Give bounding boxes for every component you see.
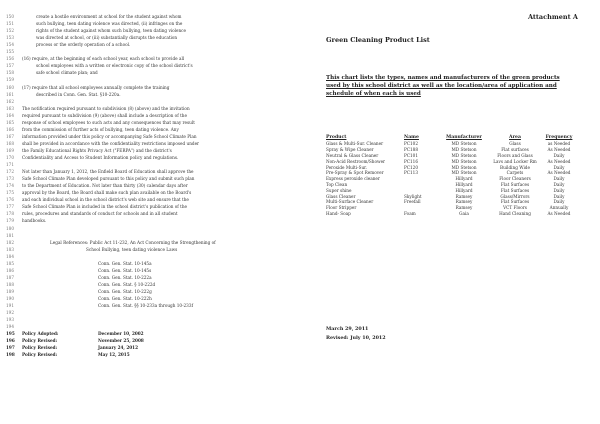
line-number: 157 — [6, 63, 14, 69]
area-cell: Flat Surfaces — [500, 187, 530, 193]
frequency-cell: Daily — [553, 164, 565, 170]
line-text: Legal References: Public Act 11-232, An Act Concerning the Strengthening of — [50, 239, 216, 245]
line-text: such bullying, teen dating violence was directed, (ii) infringes on the — [36, 21, 183, 27]
product-cell: Express peroxide cleaner — [326, 176, 380, 182]
manufacturer-cell: MD Stetson — [451, 147, 477, 153]
line-number: 182 — [6, 239, 14, 245]
manufacturer-cell: Hillyard — [455, 181, 473, 187]
header-frequency: Frequency — [545, 135, 573, 140]
line-text: the Family Educational Rights Privacy Act ("FERPA") and the district's — [22, 147, 172, 153]
line-number: 186 — [6, 267, 14, 273]
policy-label: Policy Adopted: — [22, 331, 59, 337]
line-text: handbooks. — [22, 218, 47, 224]
intro-paragraph: This chart lists the types, names and manufacturers of the green products used by this school district as well as the location/area of application and schedule of when each is used — [326, 75, 560, 97]
frequency-cell: Daily — [553, 176, 565, 182]
line-text: Confidentiality and Access to Student Information policy and regulations. — [22, 155, 179, 160]
manufacturer-cell: Ramsey — [455, 199, 473, 205]
line-text: rights of the student against whom such bullying, teen dating violence — [36, 28, 187, 34]
line-number: 162 — [6, 98, 14, 104]
line-text: information provided under this policy or accompanying Safe School Climate Plan — [22, 133, 197, 139]
line-number: 167 — [6, 133, 14, 139]
manufacturer-cell: MD Stetson — [451, 141, 477, 147]
name-cell: Foam — [404, 210, 416, 216]
line-number: 196 — [6, 338, 15, 344]
area-cell: Carpets — [506, 170, 524, 176]
product-cell: Floor Stripper — [326, 205, 357, 211]
line-number: 192 — [6, 310, 14, 316]
line-number: 168 — [6, 140, 14, 146]
line-text: Conn. Gen. Stat. §§ 10-233a through 10-233f — [98, 303, 194, 309]
manufacturer-cell: MD Stetson — [451, 170, 477, 176]
area-cell: Building Wide — [500, 164, 530, 170]
line-number: 193 — [6, 317, 14, 323]
line-number: 184 — [6, 253, 14, 259]
area-cell: Glass/Mirrors — [500, 193, 530, 199]
product-table — [326, 134, 578, 216]
line-number: 156 — [6, 56, 14, 62]
line-number: 150 — [6, 14, 14, 19]
line-text: to the Department of Education. Not later than thirty (30) calendar days after — [22, 183, 188, 189]
line-number: 155 — [6, 49, 14, 55]
product-cell: Non-Acid Restroom/Shower — [326, 158, 386, 164]
product-cell: Glass & Multi-Sur. Cleaner — [326, 141, 384, 147]
policy-date: December 10, 2002 — [98, 331, 144, 337]
line-number: 171 — [6, 162, 14, 168]
line-number: 177 — [6, 204, 14, 210]
name-cell: PC102 — [404, 141, 419, 147]
line-text: shall be provided in accordance with the confidentiality restrictions imposed under — [22, 140, 200, 146]
line-text: described in Conn. Gen. Stat. §10-220a. — [36, 91, 121, 97]
line-text: was directed at school, or (iii) substantially disrupts the education — [36, 35, 178, 41]
line-number: 161 — [6, 91, 14, 97]
line-text: (16) require, at the beginning of each school year, each school to provide all — [22, 56, 185, 62]
line-number: 179 — [6, 218, 14, 224]
line-number: 185 — [6, 260, 14, 266]
line-number: 160 — [6, 84, 14, 90]
attachment-label: Attachment A — [528, 13, 578, 21]
line-number: 164 — [6, 112, 14, 118]
manufacturer-cell: MD Stetson — [451, 152, 477, 158]
name-cell: PC116 — [404, 158, 419, 164]
frequency-cell: Daily — [553, 152, 565, 158]
line-number: 175 — [6, 190, 14, 196]
product-cell: Hand- Soap — [326, 210, 351, 216]
line-number: 195 — [6, 331, 15, 337]
manufacturer-cell: Hillyard — [455, 176, 473, 182]
line-text: create a hostile environment at school for the student against whom — [36, 14, 182, 19]
line-number: 189 — [6, 288, 14, 294]
line-text: safe school climate plan; and — [36, 70, 98, 76]
area-cell: VCT Floors — [503, 205, 527, 211]
product-cell: Pre-Spray & Spot Remover — [326, 170, 384, 176]
page-title: Green Cleaning Product List — [326, 36, 430, 44]
line-text: Safe School Climate Plan is included in the school district's publication of the — [22, 204, 187, 210]
line-number: 178 — [6, 211, 14, 217]
manufacturer-cell: Ramsey — [455, 193, 473, 199]
area-cell: Hand Cleaning — [499, 210, 531, 216]
area-cell: Flat Surfaces — [500, 181, 530, 187]
name-cell: Skylight — [404, 193, 422, 199]
area-cell: Glass — [509, 141, 521, 147]
frequency-cell: As Needed — [547, 158, 571, 164]
policy-label: Policy Revised: — [22, 352, 58, 358]
policy-label: Policy Revised: — [22, 345, 58, 351]
frequency-cell: Daily — [553, 187, 565, 193]
area-cell: Flat surfaces — [501, 147, 529, 153]
line-number: 163 — [6, 105, 14, 111]
line-number: 165 — [6, 119, 14, 125]
line-text: approval by the Board, the Board shall make such plan available on the Board's — [22, 190, 192, 196]
line-number: 166 — [6, 126, 14, 132]
line-text: Conn. Gen. Stat. 10-145a — [98, 260, 152, 266]
area-cell: Floor Cleaners — [499, 176, 531, 182]
line-number: 153 — [6, 35, 14, 41]
line-text: required pursuant to subdivision (9) (above) shall include a description of the — [22, 112, 187, 118]
line-number: 188 — [6, 281, 14, 287]
line-text: Conn. Gen. Stat. 10-222a — [98, 274, 152, 280]
manufacturer-cell: MD Stetson — [451, 158, 477, 164]
table-header-row — [326, 134, 578, 141]
area-cell: Floors and Glass — [497, 152, 533, 158]
header-area: Area — [509, 135, 521, 140]
frequency-cell: Daily — [553, 199, 565, 205]
date-created: March 29, 2011 — [326, 326, 369, 332]
product-cell: Top Clean — [326, 181, 348, 187]
line-text: school employees with a written or electronic copy of the school district's — [36, 63, 193, 69]
line-text: School Bullying, teen dating violence Laws — [86, 246, 178, 252]
line-text: and each individual school in the school district's web site and ensure that the — [22, 197, 189, 203]
line-text: rules, procedures and standards of conduct for schools and in all student — [22, 211, 178, 217]
name-cell: PC113 — [404, 170, 419, 176]
line-text: The notification required pursuant to subdivision (8) (above) and the invitation — [22, 105, 190, 111]
line-text: Conn. Gen. Stat. 10-222g — [98, 288, 152, 294]
policy-date: November 25, 2008 — [98, 338, 144, 344]
frequency-cell: As Needed — [547, 147, 571, 153]
line-number: 181 — [6, 232, 14, 238]
frequency-cell: Daily — [553, 181, 565, 187]
line-number: 158 — [6, 70, 14, 76]
line-number: 194 — [6, 324, 14, 330]
name-cell: Freefall — [404, 199, 421, 205]
line-number: 183 — [6, 246, 14, 252]
product-cell: Neutral & Glass Cleaner — [326, 152, 379, 158]
name-cell: PC188 — [404, 147, 419, 153]
frequency-cell: as Needed — [547, 141, 571, 147]
line-number: 180 — [6, 225, 14, 231]
frequency-cell: Daily — [553, 193, 565, 199]
header-name: Name — [404, 135, 419, 140]
line-number: 173 — [6, 176, 14, 182]
line-text: Conn. Gen. Stat. 10-145s — [98, 267, 152, 273]
line-number: 197 — [6, 345, 15, 351]
line-number: 152 — [6, 28, 14, 34]
name-cell: PC120 — [404, 164, 419, 170]
product-cell: Multi-Surface Cleaner — [326, 199, 374, 205]
product-cell: Glass Cleaner — [326, 193, 356, 199]
line-number: 176 — [6, 197, 14, 203]
frequency-cell: As Needed — [547, 170, 571, 176]
line-number: 172 — [6, 169, 14, 175]
product-cell: Peroxide Multi-Sur. — [326, 164, 368, 170]
line-number: 198 — [6, 352, 15, 358]
line-text: Safe School Climate Plan developed pursuant to this policy and submit such plan — [22, 176, 195, 182]
line-number: 170 — [6, 155, 14, 160]
line-text: process or the orderly operation of a school. — [36, 42, 131, 48]
area-cell: Flat Surfaces — [500, 199, 530, 205]
line-number: 190 — [6, 296, 14, 301]
manufacturer-cell: Hillyard — [455, 187, 473, 193]
policy-label: Policy Revised: — [22, 338, 58, 344]
policy-date: May 12, 2015 — [98, 352, 130, 358]
line-text: Conn. Gen. Stat. 10-222h — [98, 296, 152, 301]
line-number: 187 — [6, 274, 14, 280]
line-number: 174 — [6, 183, 14, 189]
frequency-cell: As Needed — [547, 210, 571, 216]
manufacturer-cell: Ramsey — [455, 205, 473, 211]
product-cell: Super shine — [326, 187, 352, 193]
manufacturer-cell: MD Stetson — [451, 164, 477, 170]
policy-date: January 24, 2012 — [98, 345, 138, 351]
header-product: Product — [326, 135, 347, 140]
area-cell: Lavs and Locker Rm — [493, 158, 537, 164]
manufacturer-cell: Gaia — [459, 210, 469, 216]
line-number: 169 — [6, 147, 14, 153]
line-text: Conn. Gen. Stat. § 10-222d — [98, 281, 156, 287]
line-text: response of school employees to such acts and any consequences that may result — [22, 119, 195, 125]
date-revised: Revised: July 10, 2012 — [326, 335, 386, 341]
table-row — [326, 211, 578, 217]
line-number: 191 — [6, 303, 14, 309]
product-cell: Spray & Wipe Cleaner — [326, 147, 374, 153]
line-number: 154 — [6, 42, 14, 48]
line-number: 159 — [6, 77, 14, 83]
line-text: Not later than January 1, 2012, the Enfield Board of Education shall approve the — [22, 169, 194, 175]
line-text: (17) require that all school employees annually complete the training — [22, 84, 170, 90]
name-cell: PC101 — [404, 152, 419, 158]
line-text: from the commission of further acts of bullying, teen dating violence. Any — [22, 126, 179, 132]
frequency-cell: Annually — [549, 205, 569, 211]
header-manufacturer: Manufacturer — [446, 135, 482, 140]
line-number: 151 — [6, 21, 14, 27]
